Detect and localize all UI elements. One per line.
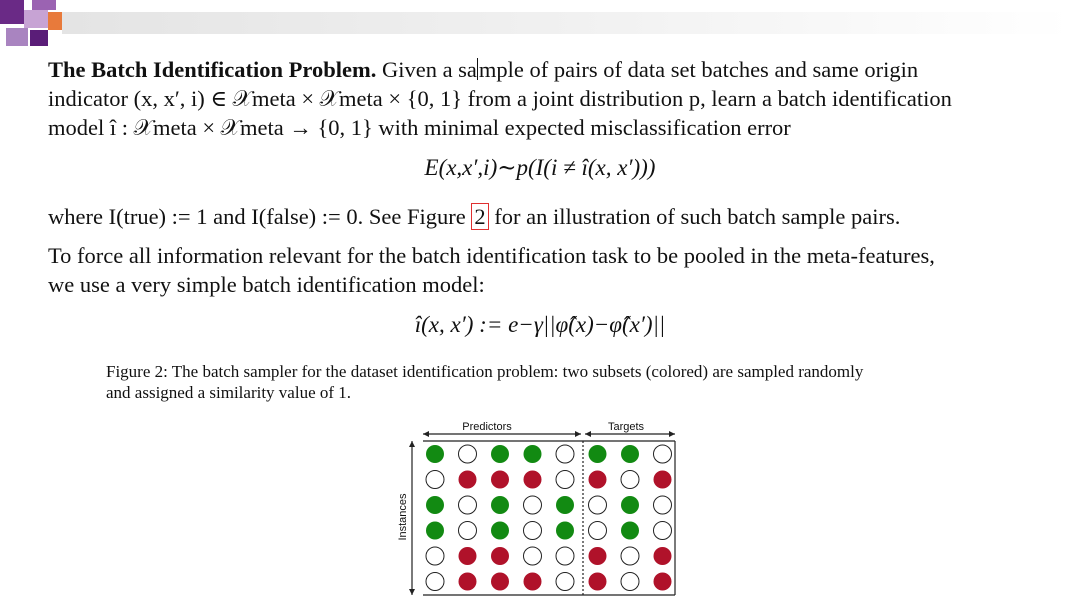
instances-arrow-head-down <box>409 589 415 595</box>
batch-sampler-figure <box>390 415 690 605</box>
logo-square-lightpurple <box>6 28 28 46</box>
grid-circle-green <box>426 522 444 540</box>
grid-circle-empty <box>426 573 444 591</box>
grid-circle-empty <box>589 522 607 540</box>
caption-line-2: and assigned a similarity value of 1. <box>106 383 352 402</box>
grid-circle-red <box>654 573 672 591</box>
grid-circle-green <box>426 445 444 463</box>
equation-identification-model: î(x, x′) := e−γ||φ̂(x)−φ̂(x′)|| <box>414 312 666 337</box>
grid-circle-red <box>491 547 509 565</box>
predictors-arrow-head-right <box>575 431 581 437</box>
grid-circle-empty <box>589 496 607 514</box>
predictors-label: Predictors <box>462 421 512 433</box>
grid-circle-red <box>459 547 477 565</box>
grid-circle-empty <box>556 471 574 489</box>
grid-circle-empty <box>459 496 477 514</box>
title-bar-decoration <box>62 12 1072 34</box>
paragraph-definition <box>48 202 1038 231</box>
motivation-line-1: To force all information relevant for the batch identification task to be pooled in the meta-features, <box>48 243 935 268</box>
grid-circle-empty <box>524 522 542 540</box>
grid-circle-green <box>556 522 574 540</box>
logo-square-purple-large <box>0 0 24 24</box>
grid-circle-empty <box>556 573 574 591</box>
grid-circle-empty <box>621 547 639 565</box>
paragraph-batch-identification <box>48 55 1038 142</box>
grid-circle-empty <box>459 522 477 540</box>
definition-text-after: for an illustration of such batch sample pairs. <box>494 204 901 229</box>
grid-circle-green <box>491 496 509 514</box>
instances-arrow-head-up <box>409 441 415 447</box>
grid-circle-red <box>491 573 509 591</box>
logo-square-darkpurple <box>30 30 48 46</box>
paragraph-text-b: mple of pairs of data set batches and same origin <box>478 57 919 82</box>
grid-circle-green <box>556 496 574 514</box>
grid-circle-empty <box>524 547 542 565</box>
grid-circle-green <box>621 522 639 540</box>
targets-arrow-head-left <box>585 431 591 437</box>
grid-circle-red <box>589 573 607 591</box>
grid-circle-green <box>621 496 639 514</box>
grid-circle-empty <box>459 445 477 463</box>
equation-expected-error: E(x,x′,i)∼p(I(i ≠ î(x, x′))) <box>424 155 656 180</box>
predictors-arrow-head-left <box>423 431 429 437</box>
logo-square-purple-top <box>32 0 56 10</box>
figure-reference-link[interactable]: 2 <box>471 203 488 230</box>
paragraph-text-a: Given a sa <box>381 57 477 82</box>
figure-circle-grid <box>426 445 672 591</box>
grid-circle-empty <box>654 445 672 463</box>
grid-circle-empty <box>524 496 542 514</box>
paragraph-line-3: model î : 𝒳meta × 𝒳meta → {0, 1} with minimal expected misclassification error <box>48 115 791 140</box>
grid-circle-green <box>426 496 444 514</box>
definition-text: where I(true) := 1 and I(false) := 0. See Figure <box>48 204 466 229</box>
grid-circle-green <box>589 445 607 463</box>
targets-arrow-head-right <box>669 431 675 437</box>
grid-circle-red <box>654 547 672 565</box>
grid-circle-red <box>491 471 509 489</box>
grid-circle-empty <box>621 573 639 591</box>
grid-circle-red <box>589 471 607 489</box>
caption-line-1: Figure 2: The batch sampler for the dataset identification problem: two subsets (colored) are sampled randomly <box>106 362 864 381</box>
grid-circle-red <box>459 573 477 591</box>
grid-circle-red <box>589 547 607 565</box>
grid-circle-green <box>491 445 509 463</box>
grid-circle-red <box>654 471 672 489</box>
paragraph-model-motivation <box>48 241 1038 299</box>
instances-label: Instances <box>397 493 409 541</box>
grid-circle-empty <box>654 522 672 540</box>
grid-circle-green <box>621 445 639 463</box>
grid-circle-empty <box>426 471 444 489</box>
grid-circle-empty <box>426 547 444 565</box>
grid-circle-empty <box>654 496 672 514</box>
motivation-line-2: we use a very simple batch identification model: <box>48 272 485 297</box>
grid-circle-empty <box>556 445 574 463</box>
paragraph-line-2: indicator (x, x′, i) ∈ 𝒳meta × 𝒳meta × {0, 1} from a joint distribution p, learn a batch identification <box>48 86 952 111</box>
figure-caption <box>106 361 986 403</box>
grid-circle-red <box>459 471 477 489</box>
grid-circle-empty <box>556 547 574 565</box>
grid-circle-empty <box>621 471 639 489</box>
grid-circle-green <box>524 445 542 463</box>
targets-label: Targets <box>607 421 645 433</box>
logo-square-mauve <box>24 10 48 28</box>
paragraph-heading: The Batch Identification Problem. <box>48 57 377 82</box>
grid-circle-red <box>524 573 542 591</box>
grid-circle-red <box>524 471 542 489</box>
grid-circle-green <box>491 522 509 540</box>
